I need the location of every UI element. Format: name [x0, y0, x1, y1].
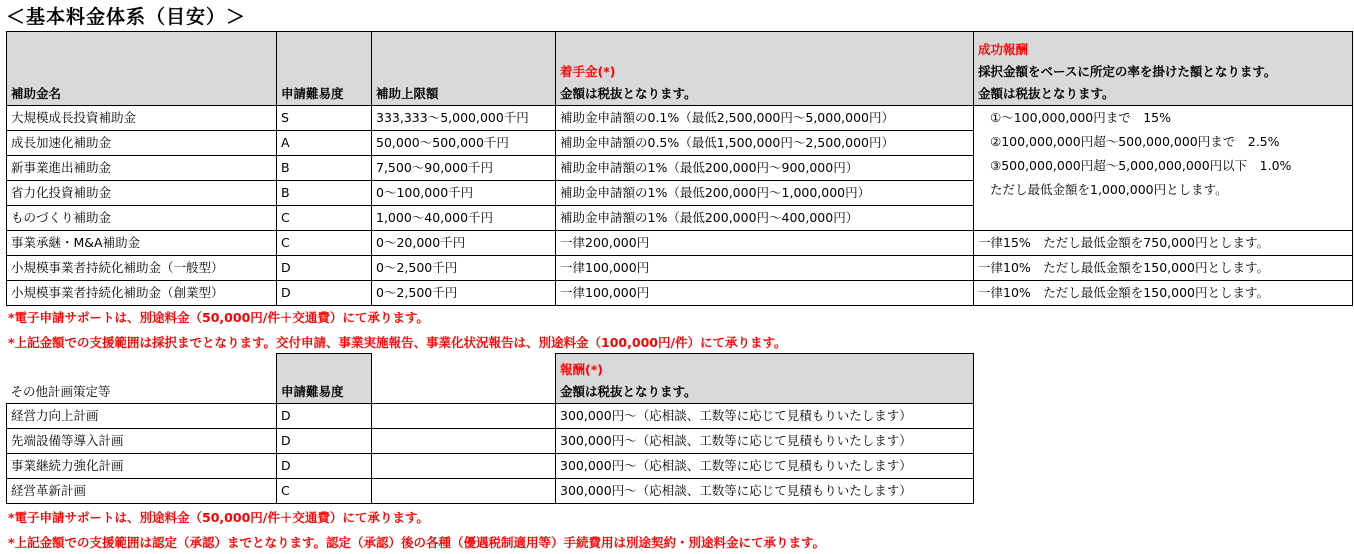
fee: 300,000円～（応相談、工数等に応じて見積もりいたします） [556, 479, 974, 504]
table-row [7, 404, 974, 429]
plan-name: 経営革新計画 [7, 479, 277, 504]
fee-title: 報酬(*) [560, 362, 603, 377]
subsidy-name: 小規模事業者持続化補助金（一般型） [7, 256, 277, 281]
header-limit: 補助上限額 [372, 32, 556, 106]
limit: 1,000～40,000千円 [372, 206, 556, 231]
retainer: 補助金申請額の1%（最低200,000円～1,000,000円） [556, 181, 974, 206]
header-difficulty: 申請難易度 [277, 354, 372, 404]
success-tiers-cell [974, 106, 1353, 231]
success-fee-title: 成功報酬 [978, 42, 1029, 57]
subsidy-name: 成長加速化補助金 [7, 131, 277, 156]
empty-cell [372, 479, 556, 504]
difficulty: A [277, 131, 372, 156]
header-fee [556, 354, 974, 404]
table-row [7, 281, 1353, 306]
difficulty: B [277, 156, 372, 181]
plan-name: 経営力向上計画 [7, 404, 277, 429]
header-success-fee [974, 32, 1353, 106]
difficulty: D [277, 429, 372, 454]
empty-cell [372, 429, 556, 454]
empty-cell [372, 404, 556, 429]
fee: 300,000円～（応相談、工数等に応じて見積もりいたします） [556, 454, 974, 479]
subsidy-name: 大規模成長投資補助金 [7, 106, 277, 131]
table-row [7, 231, 1353, 256]
difficulty: B [277, 181, 372, 206]
success-fee: 一律10% ただし最低金額を150,000円とします。 [974, 256, 1353, 281]
table-row [7, 106, 1353, 131]
difficulty: C [277, 206, 372, 231]
note-support-scope: *上記金額での支援範囲は採択までとなります。交付申請、事業実施報告、事業化状況報告は、別途料金（100,000円/件）にて承ります。 [8, 335, 787, 350]
limit: 0～100,000千円 [372, 181, 556, 206]
retainer-tax-note: 金額は税抜となります。 [560, 86, 697, 101]
retainer: 一律100,000円 [556, 256, 974, 281]
fee-tax-note: 金額は税抜となります。 [560, 384, 697, 399]
note-e-application: *電子申請サポートは、別途料金（50,000円/件＋交通費）にて承ります。 [8, 310, 429, 325]
difficulty: D [277, 281, 372, 306]
success-fee-desc: 採択金額をベースに所定の率を掛けた額となります。 [978, 64, 1277, 79]
table-row [7, 454, 974, 479]
limit: 0～20,000千円 [372, 231, 556, 256]
success-fee: 一律15% ただし最低金額を750,000円とします。 [974, 231, 1353, 256]
fee: 300,000円～（応相談、工数等に応じて見積もりいたします） [556, 429, 974, 454]
success-fee: 一律10% ただし最低金額を150,000円とします。 [974, 281, 1353, 306]
limit: 50,000～500,000千円 [372, 131, 556, 156]
empty-cell [372, 454, 556, 479]
subsidy-fee-table [6, 31, 1353, 306]
subsidy-name: 事業承継・M&A補助金 [7, 231, 277, 256]
limit: 0～2,500千円 [372, 281, 556, 306]
success-tier: ①～100,000,000円まで 15% [990, 110, 1172, 125]
note-e-application: *電子申請サポートは、別途料金（50,000円/件＋交通費）にて承ります。 [8, 510, 429, 525]
plan-name: 先端設備等導入計画 [7, 429, 277, 454]
success-fee-tax-note: 金額は税抜となります。 [978, 86, 1115, 101]
limit: 7,500～90,000千円 [372, 156, 556, 181]
subsidy-name: 省力化投資補助金 [7, 181, 277, 206]
fee: 300,000円～（応相談、工数等に応じて見積もりいたします） [556, 404, 974, 429]
difficulty: S [277, 106, 372, 131]
other-plans-table [6, 353, 974, 504]
limit: 333,333～5,000,000千円 [372, 106, 556, 131]
retainer: 一律100,000円 [556, 281, 974, 306]
header-empty [372, 354, 556, 404]
retainer: 一律200,000円 [556, 231, 974, 256]
difficulty: C [277, 479, 372, 504]
subsidy-name: 新事業進出補助金 [7, 156, 277, 181]
table-row [7, 479, 974, 504]
success-tier: ただし最低金額を1,000,000円とします。 [990, 182, 1228, 197]
table-row [7, 429, 974, 454]
difficulty: D [277, 404, 372, 429]
limit: 0～2,500千円 [372, 256, 556, 281]
retainer: 補助金申請額の1%（最低200,000円～900,000円） [556, 156, 974, 181]
difficulty: D [277, 256, 372, 281]
difficulty: C [277, 231, 372, 256]
retainer: 補助金申請額の1%（最低200,000円～400,000円） [556, 206, 974, 231]
header-subsidy-name: 補助金名 [7, 32, 277, 106]
table-row [7, 256, 1353, 281]
header-difficulty: 申請難易度 [277, 32, 372, 106]
subsidy-name: ものづくり補助金 [7, 206, 277, 231]
header-retainer [556, 32, 974, 106]
retainer: 補助金申請額の0.1%（最低2,500,000円～5,000,000円） [556, 106, 974, 131]
retainer-title: 着手金(*) [560, 64, 616, 79]
page-title: ＜基本料金体系（目安）＞ [6, 6, 247, 28]
plan-name: 事業継続力強化計画 [7, 454, 277, 479]
difficulty: D [277, 454, 372, 479]
success-tier: ②100,000,000円超～500,000,000円まで 2.5% [990, 134, 1280, 149]
header-other-plans: その他計画策定等 [7, 354, 277, 404]
retainer: 補助金申請額の0.5%（最低1,500,000円～2,500,000円） [556, 131, 974, 156]
success-tier: ③500,000,000円超～5,000,000,000円以下 1.0% [990, 158, 1292, 173]
subsidy-name: 小規模事業者持続化補助金（創業型） [7, 281, 277, 306]
note-certification-scope: *上記金額での支援範囲は認定（承認）までとなります。認定（承認）後の各種（優遇税制適用等）手続費用は別途契約・別途料金にて承ります。 [8, 535, 826, 550]
